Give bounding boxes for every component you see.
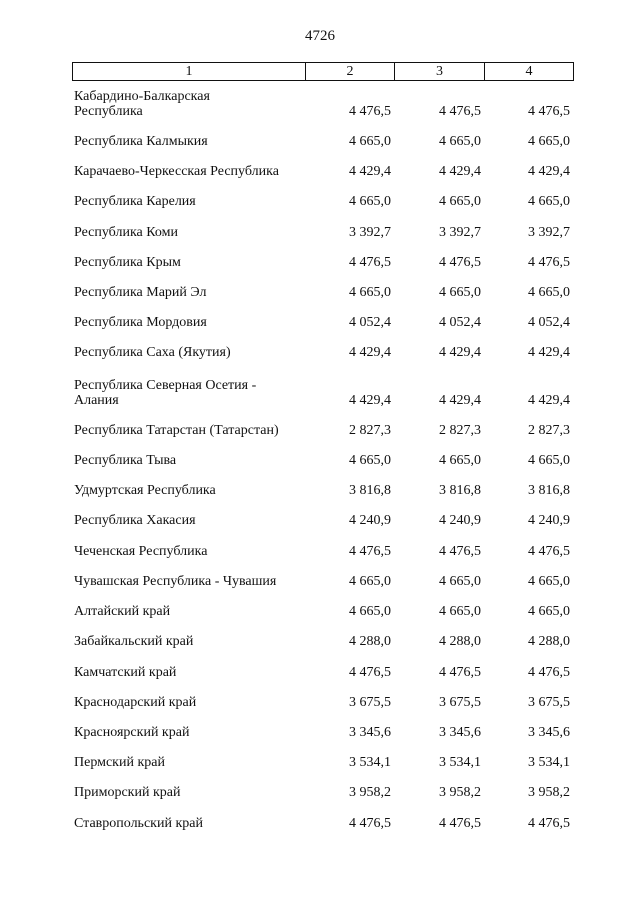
region-name: Республика Калмыкия — [74, 134, 208, 149]
value-col-2: 4 665,0 — [349, 453, 391, 468]
value-col-2: 4 665,0 — [349, 194, 391, 209]
value-col-3: 4 665,0 — [439, 285, 481, 300]
region-name: Чувашская Республика - Чувашия — [74, 574, 277, 589]
value-col-2: 4 288,0 — [349, 634, 391, 649]
table-row — [0, 344, 640, 364]
value-col-3: 4 429,4 — [439, 393, 481, 408]
value-col-4: 4 665,0 — [528, 285, 570, 300]
table-row — [0, 754, 640, 774]
region-name: Республика Тыва — [74, 453, 177, 468]
table-row — [0, 224, 640, 244]
value-col-2: 4 665,0 — [349, 134, 391, 149]
table-row — [0, 133, 640, 153]
value-col-3: 3 958,2 — [439, 785, 481, 800]
value-col-2: 4 476,5 — [349, 104, 391, 119]
value-col-2: 3 675,5 — [349, 695, 391, 710]
region-name: Республика Марий Эл — [74, 285, 207, 300]
value-col-3: 4 288,0 — [439, 634, 481, 649]
value-col-2: 4 665,0 — [349, 574, 391, 589]
value-col-2: 4 429,4 — [349, 164, 391, 179]
region-name: Ставропольский край — [74, 816, 203, 831]
value-col-3: 4 476,5 — [439, 665, 481, 680]
value-col-3: 2 827,3 — [439, 423, 481, 438]
value-col-4: 4 476,5 — [528, 816, 570, 831]
value-col-4: 3 958,2 — [528, 785, 570, 800]
table-row — [0, 512, 640, 532]
table-row — [0, 284, 640, 304]
value-col-3: 3 675,5 — [439, 695, 481, 710]
value-col-3: 4 476,5 — [439, 104, 481, 119]
value-col-3: 4 665,0 — [439, 574, 481, 589]
table-row — [0, 784, 640, 804]
table-row — [0, 193, 640, 213]
value-col-3: 4 429,4 — [439, 164, 481, 179]
value-col-2: 3 392,7 — [349, 225, 391, 240]
value-col-3: 4 429,4 — [439, 345, 481, 360]
value-col-4: 4 429,4 — [528, 345, 570, 360]
value-col-4: 3 345,6 — [528, 725, 570, 740]
region-name: Кабардино-Балкарская Республика — [74, 89, 210, 119]
region-name: Забайкальский край — [74, 634, 194, 649]
value-col-3: 3 345,6 — [439, 725, 481, 740]
value-col-3: 4 665,0 — [439, 134, 481, 149]
region-name: Республика Коми — [74, 225, 178, 240]
column-header-1: 1 — [73, 63, 306, 81]
table-row — [0, 724, 640, 744]
region-name: Республика Мордовия — [74, 315, 207, 330]
value-col-4: 4 665,0 — [528, 604, 570, 619]
value-col-4: 4 665,0 — [528, 194, 570, 209]
value-col-4: 4 476,5 — [528, 255, 570, 270]
region-name: Пермский край — [74, 755, 165, 770]
value-col-4: 4 288,0 — [528, 634, 570, 649]
value-col-3: 4 052,4 — [439, 315, 481, 330]
value-col-3: 4 240,9 — [439, 513, 481, 528]
value-col-3: 3 534,1 — [439, 755, 481, 770]
value-col-4: 4 665,0 — [528, 574, 570, 589]
region-name: Республика Татарстан (Татарстан) — [74, 423, 279, 438]
region-name: Карачаево-Черкесская Республика — [74, 164, 279, 179]
value-col-2: 4 476,5 — [349, 255, 391, 270]
value-col-4: 4 476,5 — [528, 544, 570, 559]
value-col-4: 4 429,4 — [528, 164, 570, 179]
value-col-4: 3 392,7 — [528, 225, 570, 240]
value-col-4: 4 665,0 — [528, 453, 570, 468]
value-col-3: 4 476,5 — [439, 544, 481, 559]
value-col-2: 4 429,4 — [349, 345, 391, 360]
value-col-3: 4 665,0 — [439, 194, 481, 209]
value-col-2: 3 534,1 — [349, 755, 391, 770]
region-name: Красноярский край — [74, 725, 190, 740]
page-number: 4726 — [305, 28, 335, 44]
region-name: Приморский край — [74, 785, 181, 800]
column-header-3: 3 — [395, 63, 485, 81]
value-col-2: 4 240,9 — [349, 513, 391, 528]
value-col-4: 3 816,8 — [528, 483, 570, 498]
value-col-3: 3 392,7 — [439, 225, 481, 240]
region-name: Чеченская Республика — [74, 544, 208, 559]
value-col-4: 3 534,1 — [528, 755, 570, 770]
value-col-2: 2 827,3 — [349, 423, 391, 438]
table-row — [0, 543, 640, 563]
region-name: Республика Крым — [74, 255, 181, 270]
value-col-4: 4 240,9 — [528, 513, 570, 528]
value-col-2: 4 476,5 — [349, 665, 391, 680]
column-header-4: 4 — [485, 63, 574, 81]
value-col-2: 4 429,4 — [349, 393, 391, 408]
table-row — [0, 254, 640, 274]
table-row — [0, 163, 640, 183]
value-col-2: 4 665,0 — [349, 285, 391, 300]
value-col-4: 3 675,5 — [528, 695, 570, 710]
region-name: Алтайский край — [74, 604, 171, 619]
value-col-4: 4 429,4 — [528, 393, 570, 408]
value-col-3: 4 665,0 — [439, 453, 481, 468]
table-row — [0, 452, 640, 472]
value-col-3: 4 665,0 — [439, 604, 481, 619]
region-name: Краснодарский край — [74, 695, 197, 710]
region-name: Республика Северная Осетия - Алания — [74, 378, 257, 408]
region-name: Удмуртская Республика — [74, 483, 216, 498]
value-col-2: 4 476,5 — [349, 544, 391, 559]
region-name: Камчатский край — [74, 665, 177, 680]
value-col-4: 4 476,5 — [528, 665, 570, 680]
value-col-4: 4 476,5 — [528, 104, 570, 119]
column-header-2: 2 — [306, 63, 395, 81]
table-row — [0, 603, 640, 623]
value-col-2: 4 665,0 — [349, 604, 391, 619]
table-row — [0, 482, 640, 502]
value-col-2: 4 052,4 — [349, 315, 391, 330]
table-row — [0, 422, 640, 442]
table-row — [0, 815, 640, 835]
table-row — [0, 89, 640, 123]
value-col-4: 4 665,0 — [528, 134, 570, 149]
region-name: Республика Саха (Якутия) — [74, 345, 231, 360]
table-row — [0, 694, 640, 714]
table-row — [0, 573, 640, 593]
table-row — [0, 314, 640, 334]
table-row — [0, 633, 640, 653]
region-name: Республика Карелия — [74, 194, 196, 209]
value-col-2: 3 958,2 — [349, 785, 391, 800]
table-row — [0, 664, 640, 684]
value-col-4: 2 827,3 — [528, 423, 570, 438]
value-col-2: 4 476,5 — [349, 816, 391, 831]
value-col-2: 3 345,6 — [349, 725, 391, 740]
value-col-2: 3 816,8 — [349, 483, 391, 498]
table-row — [0, 378, 640, 412]
value-col-3: 4 476,5 — [439, 255, 481, 270]
value-col-3: 3 816,8 — [439, 483, 481, 498]
region-name: Республика Хакасия — [74, 513, 196, 528]
value-col-4: 4 052,4 — [528, 315, 570, 330]
value-col-3: 4 476,5 — [439, 816, 481, 831]
